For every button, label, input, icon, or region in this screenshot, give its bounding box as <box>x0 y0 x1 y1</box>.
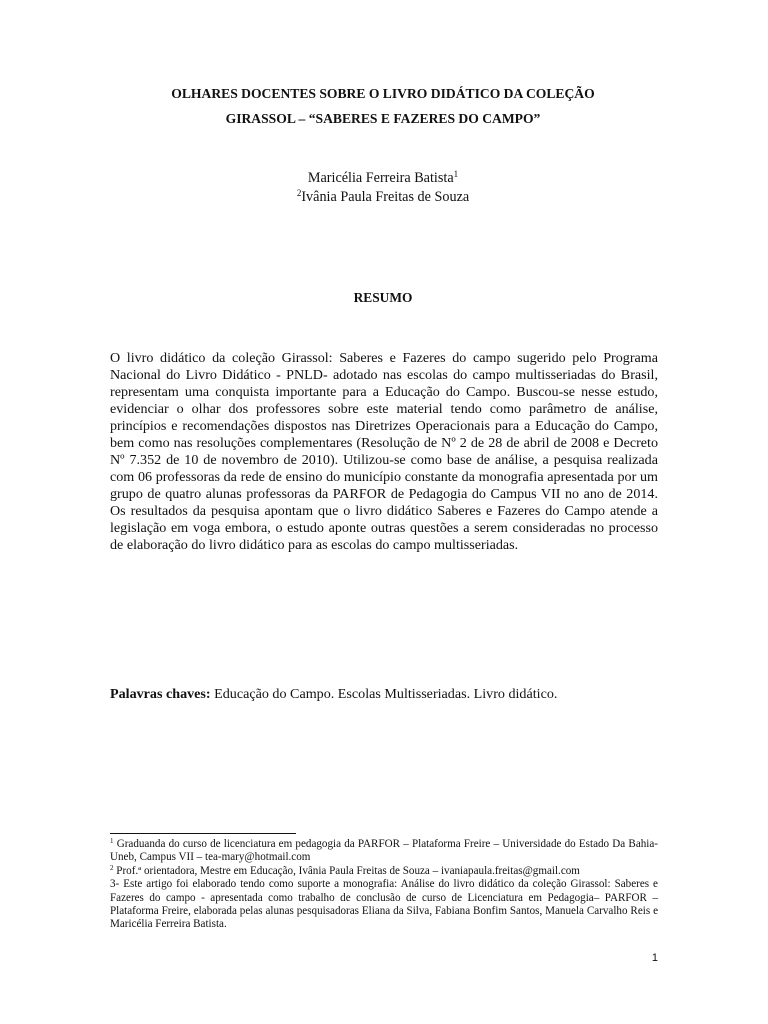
footnote-1 <box>110 838 658 865</box>
author-1 <box>108 169 658 187</box>
abstract-text: O livro didático da coleção Girassol: Saberes e Fazeres do campo sugerido pelo Programa Nacional do Livro Didático - PNLD- adotado nas escolas do campo multisseriadas do Brasil, representam uma conquista importante para a Educação do Campo. Buscou-se nesse estudo, evidenciar o olhar dos professores sobre este material tendo como parâmetro de análise, princípios e recomendações dispostos nas Diretrizes Operacionais para a Educação do Campo, bem como nas resoluções complementares (Resolução de Nº 2 de 28 de abril de 2008 e Decreto Nº 7.352 de 10 de novembro de 2010). Utilizou-se como base de análise, a pesquisa realizada com 06 professoras da rede de ensino do município constante da monografia apresentada por um grupo de quatro alunas professoras da PARFOR de Pedagogia do Campus VII no ano de 2014. Os resultados da pesquisa apontam que o livro didático Saberes e Fazeres do Campo atende a legislação em voga embora, o estudo aponte outras questões a serem consideradas no processo de elaboração do livro didático para as escolas do campo multisseriadas. <box>110 350 658 553</box>
footnote-2 <box>110 865 658 878</box>
footnote-1-marker: 1 <box>110 837 114 845</box>
keywords-label: Palavras chaves: <box>110 686 211 702</box>
footnote-3-text: 3- Este artigo foi elaborado tendo como suporte a monografia: Análise do livro didático da coleção Girassol: Saberes e Fazeres do campo - apresentada como trabalho de conclusão de curso de Licenciatura em Pedagogia– PARFOR – Plataforma Freire, elaborada pelas alunas pesquisadoras Eliana da Silva, Fabiana Bonfim Santos, Manuela Carvalho Reis e Maricélia Ferreira Batista. <box>110 878 658 931</box>
author-2 <box>108 188 658 206</box>
footnote-separator <box>110 833 296 834</box>
footnote-2-marker: 2 <box>110 863 114 872</box>
footnote-3 <box>110 878 658 932</box>
footnotes <box>110 838 658 932</box>
author-2-footnote-marker: 2 <box>296 188 302 198</box>
author-1-footnote-marker: 1 <box>453 169 459 179</box>
footnote-2-text: Prof.ª orientadora, Mestre em Educação, Ivânia Paula Freitas de Souza – ivaniapaula.freitas@gmail.com <box>116 864 580 877</box>
author-2-name: Ivânia Paula Freitas de Souza <box>301 189 470 205</box>
keywords-text: Educação do Campo. Escolas Multisseriadas. Livro didático. <box>214 686 558 702</box>
paper-title-line-1: OLHARES DOCENTES SOBRE O LIVRO DIDÁTICO DA COLEÇÃO <box>171 86 595 101</box>
page-number: 1 <box>651 952 658 964</box>
keywords <box>110 686 658 703</box>
footnote-1-text: Graduanda do curso de licenciatura em pedagogia da PARFOR – Plataforma Freire – Universidade do Estado Da Bahia-Uneb, Campus VII – tea-mary@hotmail.com <box>110 838 658 864</box>
paper-title-line-2: GIRASSOL – “SABERES E FAZERES DO CAMPO” <box>225 111 541 126</box>
abstract-heading: RESUMO <box>353 290 413 305</box>
author-1-name: Maricélia Ferreira Batista <box>307 170 454 186</box>
